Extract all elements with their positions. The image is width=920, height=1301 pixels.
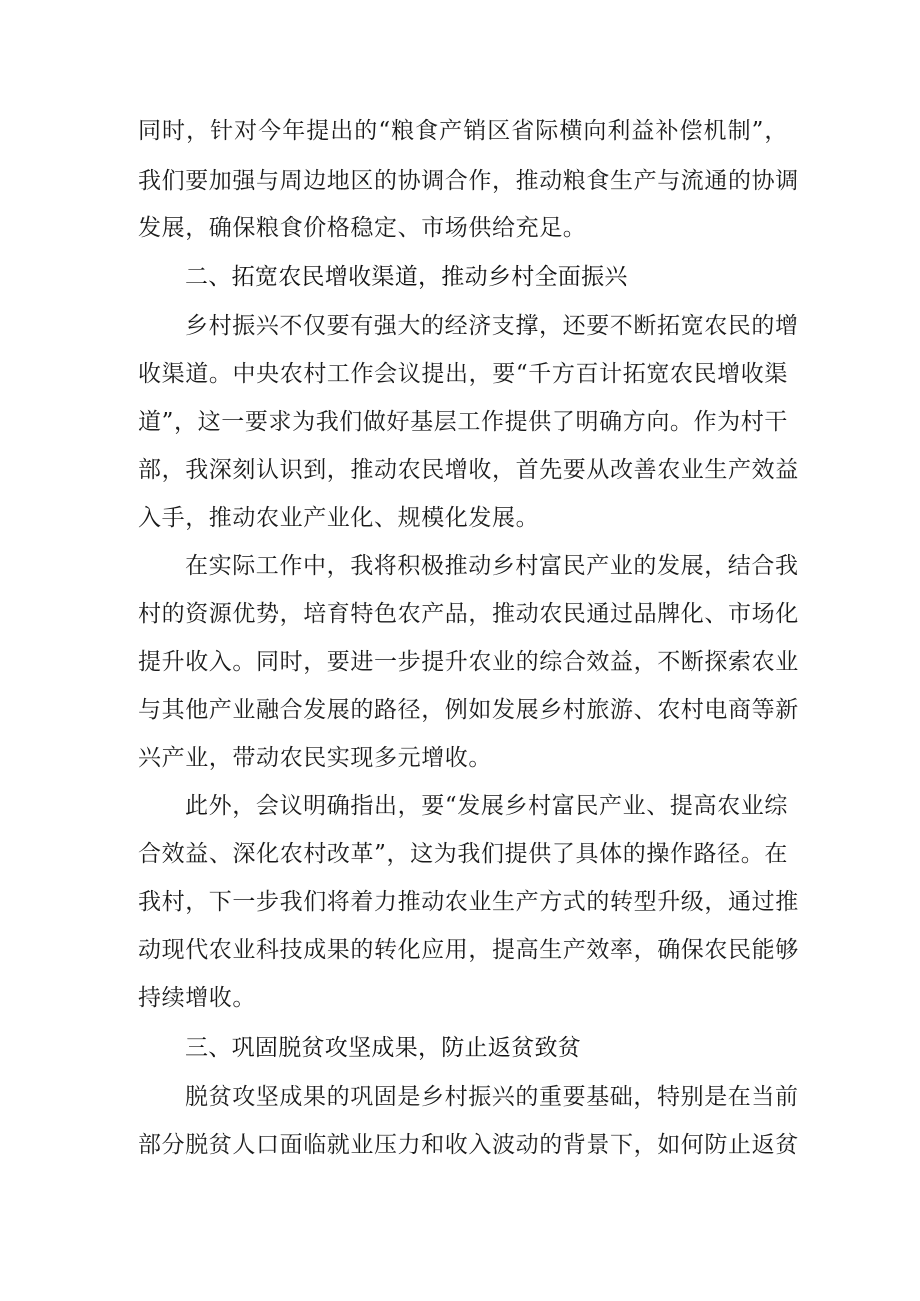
paragraph-line: 持续增收。 <box>138 985 256 1011</box>
section-heading-3: 三、巩固脱贫攻坚成果，防止返贫致贫 <box>185 1035 582 1061</box>
paragraph-line: 部，我深刻认识到，推动农民增收，首先要从改善农业生产效益 <box>138 457 799 483</box>
paragraph-line: 入手，推动农业产业化、规模化发展。 <box>138 505 540 531</box>
paragraph-line: 合效益、深化农村改革”，这为我们提供了具体的操作路径。在 <box>138 841 788 867</box>
paragraph-line: 在实际工作中，我将积极推动乡村富民产业的发展，结合我 <box>185 553 799 579</box>
section-heading-2: 二、拓宽农民增收渠道，推动乡村全面振兴 <box>185 264 628 290</box>
paragraph-line: 发展，确保粮食价格稳定、市场供给充足。 <box>138 215 587 241</box>
paragraph-line: 乡村振兴不仅要有强大的经济支撑，还要不断拓宽农民的增 <box>185 313 799 339</box>
paragraph-line: 村的资源优势，培育特色农产品，推动农民通过品牌化、市场化 <box>138 601 799 627</box>
paragraph-line: 此外，会议明确指出，要“发展乡村富民产业、提高农业综 <box>185 793 788 819</box>
paragraph-line: 部分脱贫人口面临就业压力和收入波动的背景下，如何防止返贫 <box>138 1132 799 1158</box>
paragraph-line: 同时，针对今年提出的“粮食产销区省际横向利益补偿机制”， <box>138 118 788 144</box>
paragraph-line: 我们要加强与周边地区的协调合作，推动粮食生产与流通的协调 <box>138 168 799 194</box>
paragraph-line: 与其他产业融合发展的路径，例如发展乡村旅游、农村电商等新 <box>138 697 799 723</box>
paragraph-line: 动现代农业科技成果的转化应用，提高生产效率，确保农民能够 <box>138 937 799 963</box>
paragraph-line: 道”，这一要求为我们做好基层工作提供了明确方向。作为村干 <box>138 409 788 435</box>
paragraph-line: 提升收入。同时，要进一步提升农业的综合效益，不断探索农业 <box>138 649 799 675</box>
paragraph-line: 兴产业，带动农民实现多元增收。 <box>138 745 492 771</box>
paragraph-line: 收渠道。中央农村工作会议提出，要“千方百计拓宽农民增收渠 <box>138 361 788 387</box>
paragraph-line: 我村，下一步我们将着力推动农业生产方式的转型升级，通过推 <box>138 889 799 915</box>
paragraph-line: 脱贫攻坚成果的巩固是乡村振兴的重要基础，特别是在当前 <box>185 1084 799 1110</box>
